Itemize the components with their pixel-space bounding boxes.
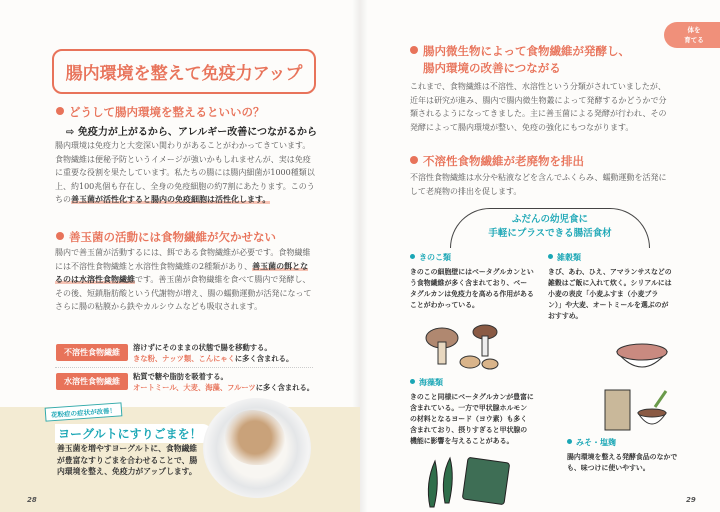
food-name: 雑穀類: [557, 253, 581, 262]
tip-title: ヨーグルトにすりごまを！: [55, 424, 212, 443]
bullet-icon: [410, 254, 415, 259]
fiber-tag: 不溶性食物繊維: [56, 344, 128, 361]
emphasis-text: 善玉菌の餌となるのは水溶性食物繊維: [55, 261, 309, 284]
food-item-grains: [548, 252, 672, 322]
food-text: きのこと同様にベータグルカンが豊富に含まれている。一方で甲状腺ホルモンの材料となるヨード（ヨウ素）も多く含まれており、摂りすぎると甲状腺の機能に影響を与えることがある。: [410, 393, 534, 445]
heading-text: 善玉菌の活動には食物繊維が欠かせない: [69, 230, 276, 244]
food-text: きのこの細胞壁にはベータグルカンという食物繊維が多く含まれており、ベータグルカンは免疫力を高める作用があることがわかっている。: [410, 268, 534, 309]
food-item-seaweed: [410, 377, 534, 447]
food-item-miso: [567, 437, 691, 474]
body-text-b: です。善玉菌が食物繊維を食べて腸内で発酵し、その後、短鎖脂肪酸という代謝物が増え、腸の蠕動運動が活発になってさらに腸の粘膜から鉄やカルシウムなども吸収されます。: [55, 275, 312, 311]
bullet-icon: [548, 254, 553, 259]
fiber-desc: [133, 371, 314, 393]
food-text: 腸内環境を整える発酵食品のなかでも、味つけに使いやすい。: [567, 453, 678, 472]
section-heading: [56, 104, 265, 120]
food-name: みそ・塩麹: [576, 438, 616, 447]
tab-line: 体を: [687, 26, 701, 34]
chapter-tab[interactable]: [664, 22, 720, 48]
grain-bowl-illustration: [612, 338, 672, 378]
title-line: 手軽にプラスできる腸活食材: [488, 228, 612, 239]
foods-box-title: [455, 213, 645, 241]
section-heading: [410, 43, 630, 77]
food-name: 海藻類: [419, 378, 443, 387]
food-text: きび、あわ、ひえ、アマランサスなどの雑穀はご飯に入れて炊く。シリアルには小麦の表皮「小麦ふすま（小麦ブラン）」や大麦、オートミールを選ぶのがおすすめ。: [548, 268, 672, 320]
page-number: 29: [686, 496, 696, 504]
heading-text: 腸内微生物によって食物繊維が発酵し、: [423, 44, 630, 58]
page-title: 腸内環境を整えて免疫力アップ: [52, 49, 316, 94]
food-item-mushroom: [410, 252, 534, 311]
mushroom-illustration: [420, 322, 510, 374]
fiber-desc-line: 粘質で糖や脂肪を吸着する。: [133, 372, 228, 381]
food-name: きのこ類: [419, 253, 451, 262]
seaweed-illustration: [420, 455, 520, 511]
arrow-icon: ⇨: [66, 127, 78, 138]
body-text: 不溶性食物繊維は水分や粘液などを含んでふくらみ、蠕動運動を活発にして老廃物の排出を促します。: [410, 173, 667, 196]
tip-flag: 花粉症の症状が改善！: [45, 402, 123, 421]
section-heading: [56, 229, 276, 245]
fiber-desc-line: 溶けずにそのままの状態で腸を移動する。: [133, 343, 272, 352]
bullet-icon: [567, 439, 572, 444]
tip-text: 善玉菌を増やすヨーグルトに、食物繊維が豊富なすりごまを合わせることで、腸内環境を整え、免疫力がアップします。: [57, 444, 198, 476]
body-text-a: 腸内で善玉菌が活動するには、餌である食物繊維が必要です。食物繊維には不溶性食物繊維と水溶性食物繊維の2種類があり、: [55, 248, 311, 271]
answer-line: [66, 123, 317, 138]
bullet-icon: [410, 379, 415, 384]
heading-text: どうして腸内環境を整えるといいの？: [69, 105, 265, 119]
fiber-suffix: に多く含まれる。: [234, 354, 294, 363]
bullet-icon: [56, 107, 64, 115]
fiber-foods: きな粉、ナッツ類、こんにゃく: [133, 354, 235, 363]
bullet-icon: [410, 46, 418, 54]
page-number: 28: [27, 496, 37, 504]
fiber-tag: 水溶性食物繊維: [56, 373, 128, 390]
tab-line: 育てる: [684, 36, 704, 44]
body-text: [55, 139, 315, 207]
body-text-main: 腸内環境は免疫力と大変深い関わりがあることがわかってきています。食物繊維は便秘予防というイメージが強いかもしれませんが、実は免疫に重要な役割を果たしています。私たちの腸には腸内細菌が1000種類以上、約100兆個も存在し、全身の免疫細胞の約7割にあたります。このうちの: [55, 141, 315, 204]
section-heading: [410, 153, 584, 169]
title-line: ふだんの幼児食に: [511, 214, 588, 225]
fiber-desc: [133, 342, 293, 364]
body-text: [55, 246, 315, 314]
body-text: これまで、食物繊維は不溶性、水溶性という分類がされていましたが、近年は研究が進み、腸内で腸内微生物叢によって発酵するかどうかで分類されるようになってきました。主に善玉菌による発酵が行われ、その発酵によって腸内環境が整い、免疫の強化にもつながります。: [410, 82, 667, 132]
bullet-icon: [410, 156, 418, 164]
emphasis-text: 善玉菌が活性化すると腸内の免疫細胞は活性化します。: [71, 195, 271, 204]
bullet-icon: [56, 232, 64, 240]
miso-illustration: [600, 385, 670, 435]
divider: [55, 367, 313, 368]
fiber-suffix: に多く含まれる。: [255, 383, 315, 392]
heading-text: 腸内環境の改善につながる: [423, 61, 561, 75]
answer-text: 免疫力が上がるから、アレルギー改善につながるから: [77, 127, 318, 138]
heading-text: 不溶性食物繊維が老廃物を排出: [423, 154, 584, 168]
fiber-foods: オートミール、大麦、海藻、フルーツ: [133, 383, 256, 392]
